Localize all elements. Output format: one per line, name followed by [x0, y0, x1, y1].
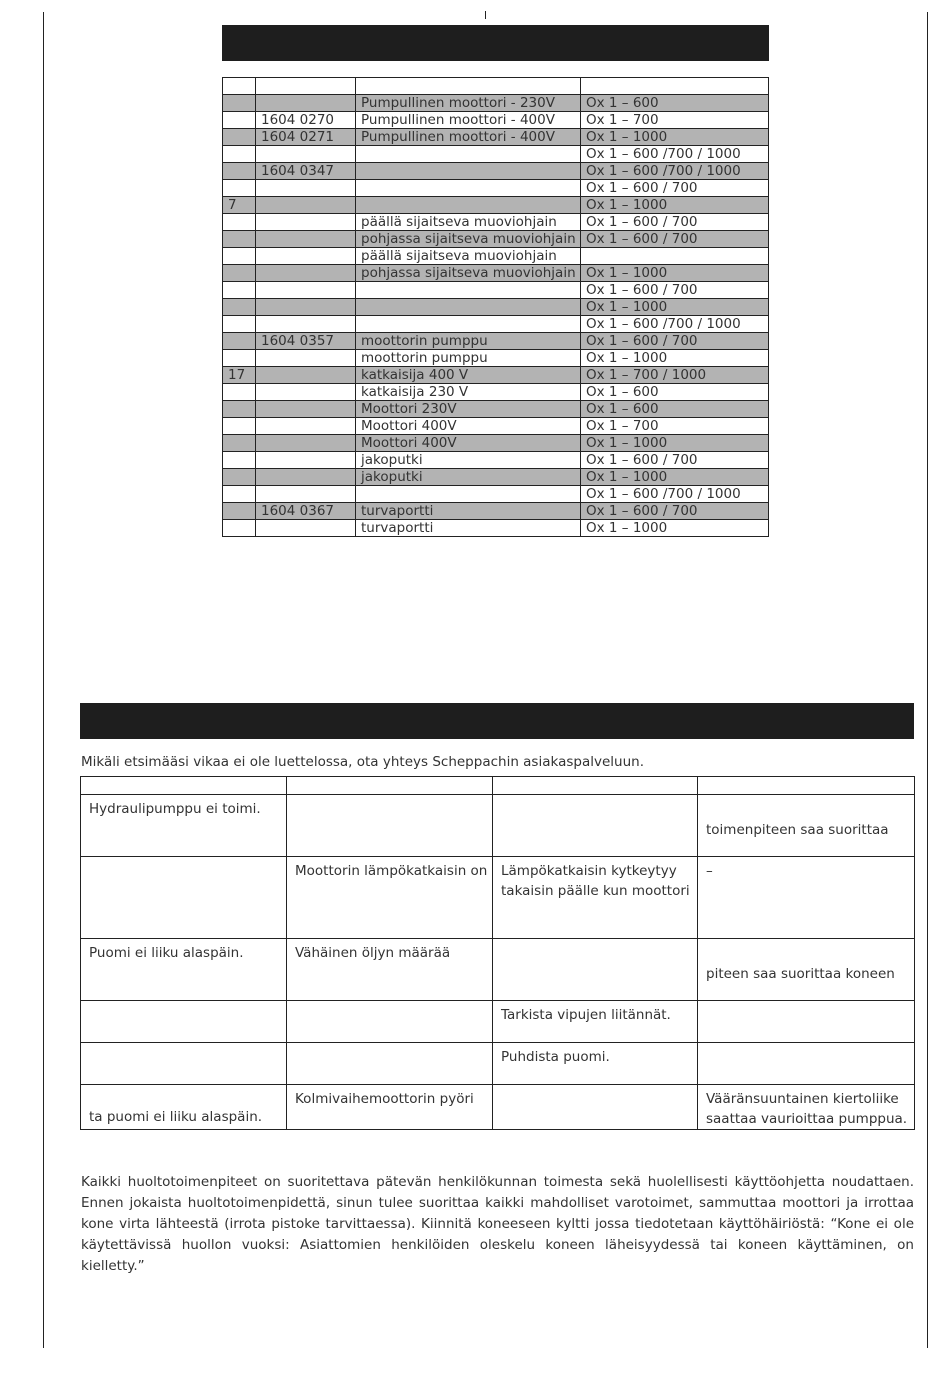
troubleshooting-header-bar [80, 703, 914, 739]
description-cell: moottorin pumppu [356, 333, 581, 350]
item-number-cell [223, 129, 256, 146]
note-text: saattaa vaurioittaa pumppua. [706, 1111, 908, 1127]
description-cell: Moottori 400V [356, 418, 581, 435]
description-cell [356, 282, 581, 299]
model-cell: Ox 1 – 1000 [581, 129, 769, 146]
table-row [223, 299, 769, 316]
part-number-cell [256, 435, 356, 452]
description-cell: Pumpullinen moottori - 230V [356, 95, 581, 112]
table-row [223, 197, 769, 214]
table-row [81, 1001, 915, 1043]
cause-cell [287, 939, 493, 1001]
table-row [223, 231, 769, 248]
part-number-cell [256, 197, 356, 214]
table-row [223, 316, 769, 333]
note-cell [698, 1043, 915, 1085]
item-number-cell: 7 [223, 197, 256, 214]
part-number-cell [256, 180, 356, 197]
description-cell [356, 316, 581, 333]
remedy-text: Tarkista vipujen liitännät. [501, 1007, 671, 1023]
fault-cell [81, 939, 287, 1001]
model-cell: Ox 1 – 1000 [581, 299, 769, 316]
model-cell: Ox 1 – 700 [581, 112, 769, 129]
table-row [81, 795, 915, 857]
model-cell: Ox 1 – 700 / 1000 [581, 367, 769, 384]
remedy-cell [493, 939, 698, 1001]
spare-parts-header-bar [222, 25, 769, 61]
model-cell: Ox 1 – 600 / 700 [581, 333, 769, 350]
part-number-cell [256, 384, 356, 401]
model-cell: Ox 1 – 600 [581, 384, 769, 401]
part-number-cell [256, 214, 356, 231]
part-number-cell [256, 231, 356, 248]
part-number-cell [256, 299, 356, 316]
model-cell: Ox 1 – 700 [581, 418, 769, 435]
fault-cell [81, 1085, 287, 1130]
model-cell: Ox 1 – 600 /700 / 1000 [581, 146, 769, 163]
part-number-cell [256, 367, 356, 384]
part-number-cell: 1604 0357 [256, 333, 356, 350]
model-cell: Ox 1 – 600 / 700 [581, 452, 769, 469]
description-cell: päällä sijaitseva muoviohjain [356, 248, 581, 265]
table-row [223, 112, 769, 129]
table-row [223, 384, 769, 401]
part-number-cell [256, 248, 356, 265]
part-number-cell [256, 486, 356, 503]
note-cell [698, 795, 915, 857]
model-cell: Ox 1 – 600 /700 / 1000 [581, 486, 769, 503]
remedy-text: Lämpökatkaisin kytkeytyy [501, 863, 677, 879]
description-cell: katkaisija 400 V [356, 367, 581, 384]
description-cell [356, 180, 581, 197]
maintenance-note: Kaikki huoltotoimenpiteet on suoritettava pätevän henkilökunnan toimesta sekä huolellisesti käyttöohjetta noudattaen. Ennen jokaista huoltotoimenpidettä, sinun tulee suorittaa kaikki mahdolliset varotoimet, sammuttaa moottori ja irrottaa kone virta lähteestä (irrota pistoke tarvittaessa). Kiinnitä koneeseen kyltti jossa tiedotetaan käyttöhäiriöstä: “Kone ei ole käytettävissä huollon vuoksi: Asiattomien henkilöiden oleskelu koneen läheisyydessä tai koneen käyttäminen, on kielletty.” [81, 1174, 914, 1274]
cause-cell [287, 857, 493, 939]
table-row [223, 350, 769, 367]
fault-cell [81, 795, 287, 857]
remedy-cell [493, 1043, 698, 1085]
description-cell [356, 163, 581, 180]
item-number-cell [223, 282, 256, 299]
note-text: Vääränsuuntainen kiertoliike [706, 1091, 899, 1107]
part-number-cell [256, 452, 356, 469]
model-cell: Ox 1 – 1000 [581, 435, 769, 452]
part-number-cell: 1604 0347 [256, 163, 356, 180]
item-number-cell: 17 [223, 367, 256, 384]
cause-cell [287, 1085, 493, 1130]
item-number-cell [223, 95, 256, 112]
model-cell: Ox 1 – 600 / 700 [581, 180, 769, 197]
description-cell: pohjassa sijaitseva muoviohjain [356, 265, 581, 282]
part-number-cell [256, 316, 356, 333]
item-number-cell [223, 469, 256, 486]
item-number-cell [223, 299, 256, 316]
remedy-cell [493, 1001, 698, 1043]
description-cell: Moottori 400V [356, 435, 581, 452]
model-cell: Ox 1 – 600 /700 / 1000 [581, 316, 769, 333]
remedy-cell [493, 857, 698, 939]
troubleshooting-table [80, 776, 915, 1130]
item-number-cell [223, 248, 256, 265]
table-row [223, 520, 769, 537]
table-row [223, 146, 769, 163]
description-cell: pohjassa sijaitseva muoviohjain [356, 231, 581, 248]
part-number-cell: 1604 0271 [256, 129, 356, 146]
model-cell: Ox 1 – 600 [581, 95, 769, 112]
header-cell [287, 777, 493, 795]
model-cell: Ox 1 – 600 /700 / 1000 [581, 163, 769, 180]
remedy-text: takaisin päälle kun moottori [501, 883, 690, 899]
item-number-cell [223, 520, 256, 537]
model-cell: Ox 1 – 1000 [581, 197, 769, 214]
table-row [223, 214, 769, 231]
description-cell [356, 78, 581, 95]
table-row [223, 367, 769, 384]
model-cell: Ox 1 – 1000 [581, 520, 769, 537]
table-row [223, 282, 769, 299]
right-margin-rule [927, 12, 928, 1348]
description-cell [356, 486, 581, 503]
model-cell: Ox 1 – 600 [581, 401, 769, 418]
fault-cell [81, 1043, 287, 1085]
fault-cell [81, 857, 287, 939]
table-row [81, 1043, 915, 1085]
item-number-cell [223, 350, 256, 367]
item-number-cell [223, 265, 256, 282]
fault-text: Puomi ei liiku alaspäin. [89, 945, 244, 961]
item-number-cell [223, 333, 256, 350]
description-cell: katkaisija 230 V [356, 384, 581, 401]
part-number-cell [256, 265, 356, 282]
header-cell [698, 777, 915, 795]
item-number-cell [223, 452, 256, 469]
fault-text: ta puomi ei liiku alaspäin. [89, 1109, 263, 1125]
part-number-cell [256, 95, 356, 112]
table-row [223, 180, 769, 197]
table-row [223, 418, 769, 435]
table-row [223, 248, 769, 265]
description-cell: jakoputki [356, 452, 581, 469]
remedy-cell [493, 1085, 698, 1130]
part-number-cell [256, 78, 356, 95]
description-cell: päällä sijaitseva muoviohjain [356, 214, 581, 231]
description-cell [356, 299, 581, 316]
description-cell: Pumpullinen moottori - 400V [356, 129, 581, 146]
note-cell [698, 1001, 915, 1043]
description-cell: Pumpullinen moottori - 400V [356, 112, 581, 129]
cause-cell [287, 1001, 493, 1043]
item-number-cell [223, 78, 256, 95]
item-number-cell [223, 418, 256, 435]
cause-cell [287, 1043, 493, 1085]
description-cell [356, 197, 581, 214]
model-cell: Ox 1 – 600 / 700 [581, 503, 769, 520]
item-number-cell [223, 163, 256, 180]
table-header-row [81, 777, 915, 795]
table-row [223, 486, 769, 503]
part-number-cell: 1604 0367 [256, 503, 356, 520]
table-row [81, 857, 915, 939]
item-number-cell [223, 435, 256, 452]
description-cell: turvaportti [356, 503, 581, 520]
fault-text: Hydraulipumppu ei toimi. [89, 801, 261, 817]
table-row [223, 265, 769, 282]
model-cell: Ox 1 – 1000 [581, 350, 769, 367]
table-row [223, 469, 769, 486]
table-row [223, 401, 769, 418]
table-row [223, 129, 769, 146]
part-number-cell [256, 418, 356, 435]
header-cell [81, 777, 287, 795]
table-row [223, 333, 769, 350]
part-number-cell [256, 350, 356, 367]
item-number-cell [223, 384, 256, 401]
part-number-cell [256, 282, 356, 299]
model-cell [581, 248, 769, 265]
part-number-cell: 1604 0270 [256, 112, 356, 129]
left-margin-rule [43, 12, 44, 1348]
table-row [81, 939, 915, 1001]
cause-cell [287, 795, 493, 857]
item-number-cell [223, 180, 256, 197]
note-text: piteen saa suorittaa koneen [706, 966, 895, 982]
model-cell: Ox 1 – 1000 [581, 265, 769, 282]
table-row [223, 95, 769, 112]
description-cell: turvaportti [356, 520, 581, 537]
table-row [223, 435, 769, 452]
header-cell [493, 777, 698, 795]
part-number-cell [256, 469, 356, 486]
model-cell: Ox 1 – 600 / 700 [581, 282, 769, 299]
description-cell: moottorin pumppu [356, 350, 581, 367]
part-number-cell [256, 401, 356, 418]
item-number-cell [223, 146, 256, 163]
part-number-cell [256, 146, 356, 163]
top-center-tick [485, 11, 486, 19]
model-cell: Ox 1 – 600 / 700 [581, 231, 769, 248]
table-row [223, 163, 769, 180]
fault-cell [81, 1001, 287, 1043]
model-cell: Ox 1 – 600 / 700 [581, 214, 769, 231]
item-number-cell [223, 112, 256, 129]
table-row [223, 452, 769, 469]
cause-text: Moottorin lämpökatkaisin on [295, 863, 488, 879]
cause-text: Kolmivaihemoottorin pyöri [295, 1091, 474, 1107]
table-row [223, 503, 769, 520]
item-number-cell [223, 231, 256, 248]
note-text: – [706, 863, 713, 879]
troubleshooting-intro: Mikäli etsimääsi vikaa ei ole luettelossa, ota yhteys Scheppachin asiakaspalveluun. [81, 754, 644, 770]
item-number-cell [223, 503, 256, 520]
part-number-cell [256, 520, 356, 537]
cause-text: Vähäinen öljyn määrää [295, 945, 451, 961]
model-cell: Ox 1 – 1000 [581, 469, 769, 486]
table-row [81, 1085, 915, 1130]
item-number-cell [223, 486, 256, 503]
model-cell [581, 78, 769, 95]
note-cell [698, 939, 915, 1001]
note-cell [698, 857, 915, 939]
table-row [223, 78, 769, 95]
spare-parts-table [222, 77, 769, 537]
description-cell: Moottori 230V [356, 401, 581, 418]
remedy-text: Puhdista puomi. [501, 1049, 610, 1065]
item-number-cell [223, 401, 256, 418]
note-text: toimenpiteen saa suorittaa [706, 822, 889, 838]
remedy-cell [493, 795, 698, 857]
description-cell: jakoputki [356, 469, 581, 486]
description-cell [356, 146, 581, 163]
item-number-cell [223, 316, 256, 333]
note-cell [698, 1085, 915, 1130]
item-number-cell [223, 214, 256, 231]
